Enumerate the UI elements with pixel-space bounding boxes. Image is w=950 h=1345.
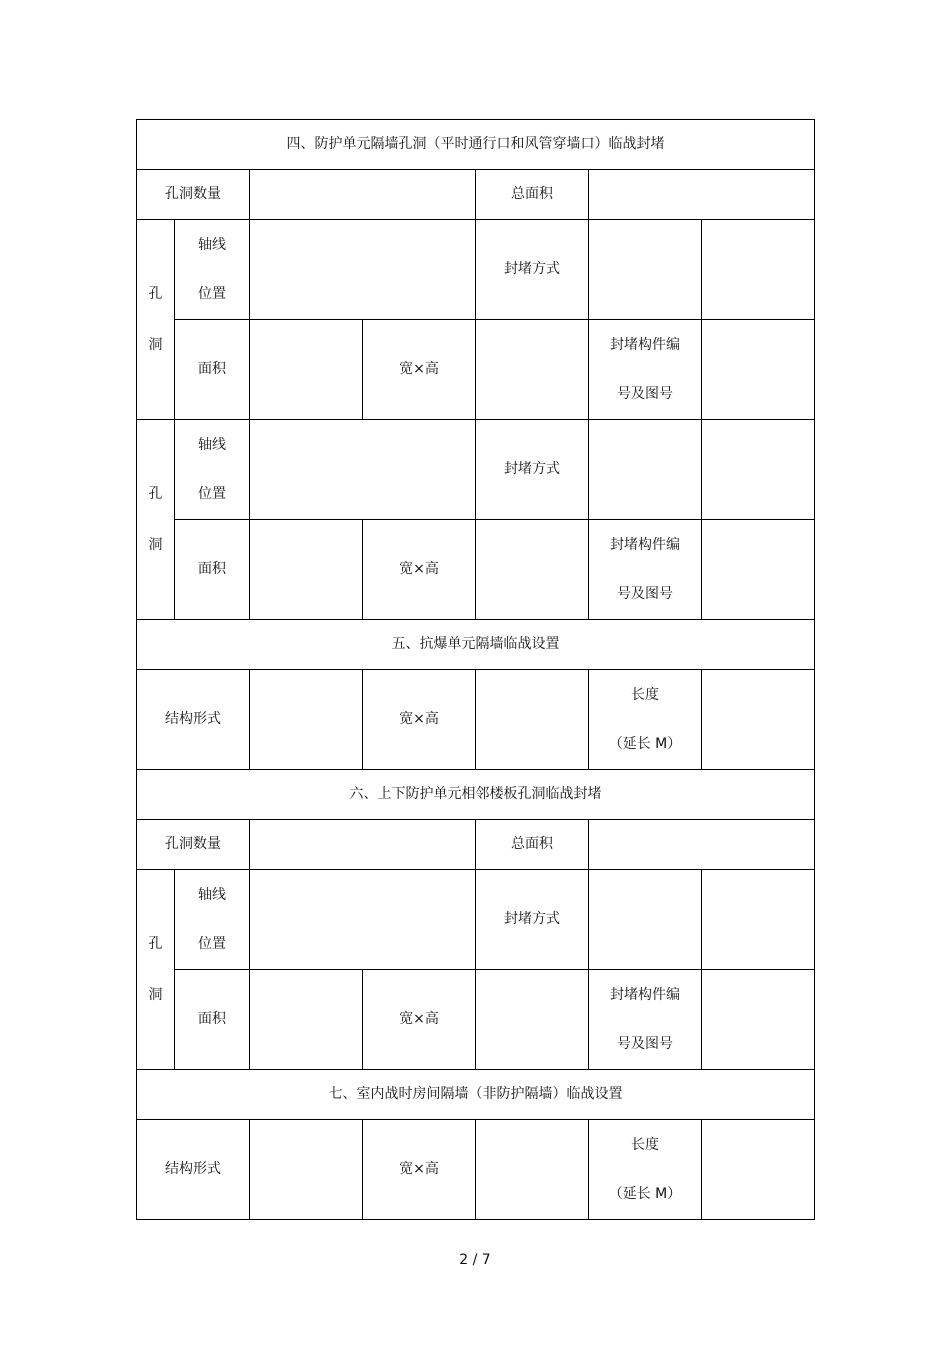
hole-group-label: 孔 洞 bbox=[137, 220, 175, 420]
page-number: 2 / 7 bbox=[459, 1252, 491, 1268]
seal-method-extra[interactable] bbox=[702, 420, 815, 520]
length-label: 长度 （延长 M） bbox=[589, 1120, 702, 1220]
width-height-value[interactable] bbox=[476, 970, 589, 1070]
seal-member-label: 封堵构件编 号及图号 bbox=[589, 520, 702, 620]
hole-group-label: 孔 洞 bbox=[137, 870, 175, 1070]
seal-method-value[interactable] bbox=[589, 420, 702, 520]
axis-position-label: 轴线 位置 bbox=[175, 420, 250, 520]
length-value[interactable] bbox=[702, 1120, 815, 1220]
section4-title: 四、防护单元隔墙孔洞（平时通行口和风管穿墙口）临战封堵 bbox=[137, 120, 815, 170]
structure-form-label: 结构形式 bbox=[137, 1120, 250, 1220]
total-area-value[interactable] bbox=[589, 820, 815, 870]
seal-method-extra[interactable] bbox=[702, 220, 815, 320]
axis-position-value[interactable] bbox=[250, 220, 476, 320]
width-height-value[interactable] bbox=[476, 670, 589, 770]
structure-form-value[interactable] bbox=[250, 670, 363, 770]
axis-position-label: 轴线 位置 bbox=[175, 870, 250, 970]
area-label: 面积 bbox=[175, 520, 250, 620]
total-area-value[interactable] bbox=[589, 170, 815, 220]
hole-group-label: 孔 洞 bbox=[137, 420, 175, 620]
area-value[interactable] bbox=[250, 520, 363, 620]
length-label: 长度 （延长 M） bbox=[589, 670, 702, 770]
seal-member-value[interactable] bbox=[702, 970, 815, 1070]
seal-member-value[interactable] bbox=[702, 520, 815, 620]
structure-form-value[interactable] bbox=[250, 1120, 363, 1220]
seal-method-label: 封堵方式 bbox=[476, 420, 589, 520]
wartime-sealing-form bbox=[136, 119, 815, 1220]
hole-count-label: 孔洞数量 bbox=[137, 820, 250, 870]
width-height-label: 宽×高 bbox=[363, 970, 476, 1070]
seal-method-label: 封堵方式 bbox=[476, 870, 589, 970]
seal-method-label: 封堵方式 bbox=[476, 220, 589, 320]
area-label: 面积 bbox=[175, 970, 250, 1070]
width-height-value[interactable] bbox=[476, 320, 589, 420]
axis-position-value[interactable] bbox=[250, 870, 476, 970]
width-height-value[interactable] bbox=[476, 1120, 589, 1220]
hole-count-label: 孔洞数量 bbox=[137, 170, 250, 220]
seal-member-value[interactable] bbox=[702, 320, 815, 420]
width-height-label: 宽×高 bbox=[363, 520, 476, 620]
structure-form-label: 结构形式 bbox=[137, 670, 250, 770]
area-label: 面积 bbox=[175, 320, 250, 420]
seal-method-value[interactable] bbox=[589, 870, 702, 970]
seal-method-value[interactable] bbox=[589, 220, 702, 320]
width-height-value[interactable] bbox=[476, 520, 589, 620]
seal-member-label: 封堵构件编 号及图号 bbox=[589, 970, 702, 1070]
seal-member-label: 封堵构件编 号及图号 bbox=[589, 320, 702, 420]
total-area-label: 总面积 bbox=[476, 170, 589, 220]
axis-position-value[interactable] bbox=[250, 420, 476, 520]
width-height-label: 宽×高 bbox=[363, 320, 476, 420]
section6-title: 六、上下防护单元相邻楼板孔洞临战封堵 bbox=[137, 770, 815, 820]
width-height-label: 宽×高 bbox=[363, 670, 476, 770]
hole-count-value[interactable] bbox=[250, 820, 476, 870]
section7-title: 七、室内战时房间隔墙（非防护隔墙）临战设置 bbox=[137, 1070, 815, 1120]
area-value[interactable] bbox=[250, 970, 363, 1070]
area-value[interactable] bbox=[250, 320, 363, 420]
total-area-label: 总面积 bbox=[476, 820, 589, 870]
hole-count-value[interactable] bbox=[250, 170, 476, 220]
length-value[interactable] bbox=[702, 670, 815, 770]
section5-title: 五、抗爆单元隔墙临战设置 bbox=[137, 620, 815, 670]
axis-position-label: 轴线 位置 bbox=[175, 220, 250, 320]
seal-method-extra[interactable] bbox=[702, 870, 815, 970]
width-height-label: 宽×高 bbox=[363, 1120, 476, 1220]
